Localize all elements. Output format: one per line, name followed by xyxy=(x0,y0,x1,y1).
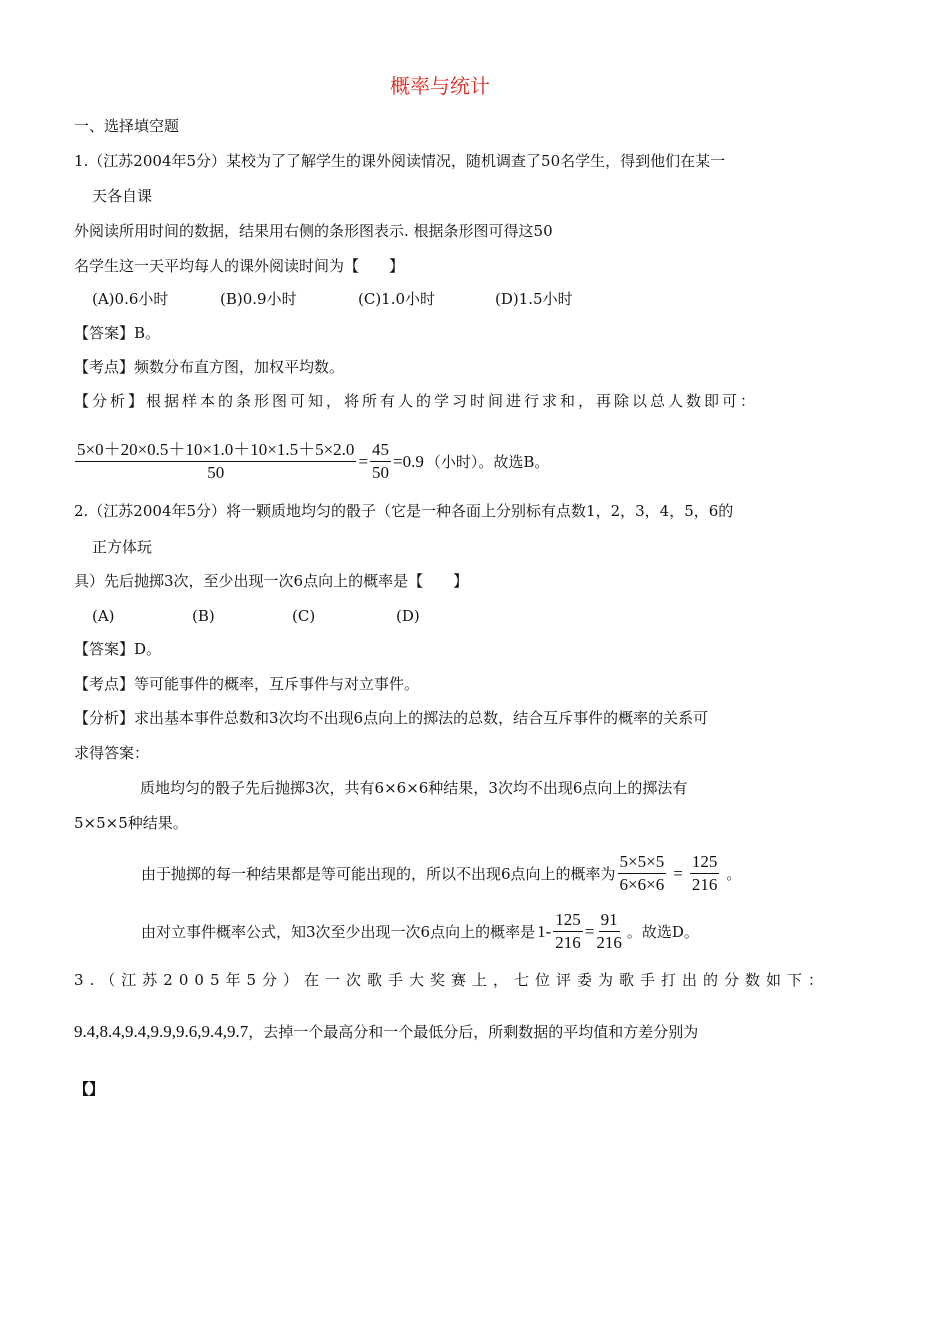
q2-analysis-line2: 求得答案： xyxy=(74,744,150,762)
q2-option-d: (D) xyxy=(396,607,420,625)
q1-formula xyxy=(74,440,550,483)
q2-fraction-numerator: 125 xyxy=(553,910,583,932)
q1-formula-tail: （小时）。故选B。 xyxy=(425,452,550,471)
q1-fraction-sum xyxy=(75,440,356,483)
q3-answer-brackets: 【】 xyxy=(74,1080,105,1098)
q2-paragraph3-text: 由于抛掷的每一种结果都是等可能出现的，所以不出现6点向上的概率为 xyxy=(141,864,616,883)
q2-paragraph4-end: 。故选D。 xyxy=(626,922,699,941)
q2-fraction-91-216 xyxy=(596,910,622,953)
q1-fraction-sum-numerator: 5×0＋20×0.5＋10×1.0＋10×1.5＋5×2.0 xyxy=(75,440,356,462)
q2-analysis-line1: 【分析】求出基本事件总数和3次均不出现6点向上的掷法的总数，结合互斥事件的概率的关系可 xyxy=(74,709,709,727)
q2-fraction-numerator: 91 xyxy=(599,910,620,932)
q1-fraction-45-50 xyxy=(370,440,391,483)
q2-fraction-denominator: 216 xyxy=(555,933,581,952)
q2-fraction-555-666 xyxy=(618,852,667,895)
q2-line2: 正方体玩 xyxy=(92,538,153,556)
q2-paragraph2: 5×5×5种结果。 xyxy=(74,814,188,832)
q3-line2 xyxy=(74,1022,698,1042)
q1-fraction-numerator: 45 xyxy=(370,440,391,462)
q2-fraction-125-216b xyxy=(553,910,583,953)
q3-scores: 9.4,8.4,9.4,9.9,9.6,9.4,9.7 xyxy=(74,1022,249,1041)
q1-line3: 外阅读所用时间的数据，结果用右侧的条形图表示. 根据条形图可得这50 xyxy=(74,222,553,240)
q1-line2: 天各自课 xyxy=(92,187,153,205)
q1-analysis: 【分析】根据样本的条形图可知，将所有人的学习时间进行求和，再除以总人数即可： xyxy=(74,392,759,410)
q3-line2-tail: ，去掉一个最高分和一个最低分后，所剩数据的平均值和方差分别为 xyxy=(248,1023,699,1041)
q2-fraction-numerator: 125 xyxy=(690,852,720,874)
q1-option-b: (B)0.9小时 xyxy=(220,290,297,308)
section-heading: 一、选择填空题 xyxy=(74,117,180,135)
q1-line4: 名学生这一天平均每人的课外阅读时间为【 】 xyxy=(74,257,405,275)
q1-point: 【考点】频数分布直方图，加权平均数。 xyxy=(74,358,345,376)
q1-option-a: (A)0.6小时 xyxy=(92,290,169,308)
q1-line1: 1.（江苏2004年5分）某校为了了解学生的课外阅读情况，随机调查了50名学生，得到他们在某一 xyxy=(74,152,726,170)
q2-fraction-125-216 xyxy=(690,852,720,895)
q2-fraction-denominator: 216 xyxy=(596,933,622,952)
q1-fraction-sum-denominator: 50 xyxy=(207,463,225,482)
q2-fraction-denominator: 6×6×6 xyxy=(619,875,665,894)
q2-point: 【考点】等可能事件的概率，互斥事件与对立事件。 xyxy=(74,675,420,693)
q2-paragraph4-text: 由对立事件概率公式，知3次至少出现一次6点向上的概率是 xyxy=(141,922,536,941)
q2-fraction-denominator: 216 xyxy=(691,875,718,894)
q2-fraction-numerator: 5×5×5 xyxy=(618,852,667,874)
q3-line1: 3.（江苏2005年5分）在一次歌手大奖赛上，七位评委为歌手打出的分数如下： xyxy=(74,971,830,989)
q1-option-d: (D)1.5小时 xyxy=(495,290,573,308)
q1-equals: = xyxy=(358,451,369,471)
q1-option-c: (C)1.0小时 xyxy=(358,290,436,308)
q2-paragraph4 xyxy=(140,910,700,953)
q2-option-b: (B) xyxy=(192,607,215,625)
q2-paragraph3-end: 。 xyxy=(726,864,742,883)
q1-fraction-denominator: 50 xyxy=(372,463,390,482)
q2-option-a: (A) xyxy=(92,607,115,625)
q2-paragraph1: 质地均匀的骰子先后抛掷3次，共有6×6×6种结果，3次均不出现6点向上的掷法有 xyxy=(140,779,688,797)
q2-equals: = xyxy=(584,921,595,941)
page-title: 概率与统计 xyxy=(390,74,490,98)
q2-equals: = xyxy=(673,863,683,883)
q2-line1: 2.（江苏2004年5分）将一颗质地均匀的骰子（它是一种各面上分别标有点数1，2，3，4，5，6的 xyxy=(74,502,734,520)
q2-paragraph3 xyxy=(140,852,742,895)
q2-answer: 【答案】D。 xyxy=(74,640,162,658)
q2-one-minus: 1- xyxy=(537,921,552,941)
q1-answer: 【答案】B。 xyxy=(74,324,161,342)
q2-line3: 具）先后抛掷3次，至少出现一次6点向上的概率是【 】 xyxy=(74,572,469,590)
q1-result: =0.9 xyxy=(393,451,424,471)
q2-option-c: (C) xyxy=(292,607,316,625)
